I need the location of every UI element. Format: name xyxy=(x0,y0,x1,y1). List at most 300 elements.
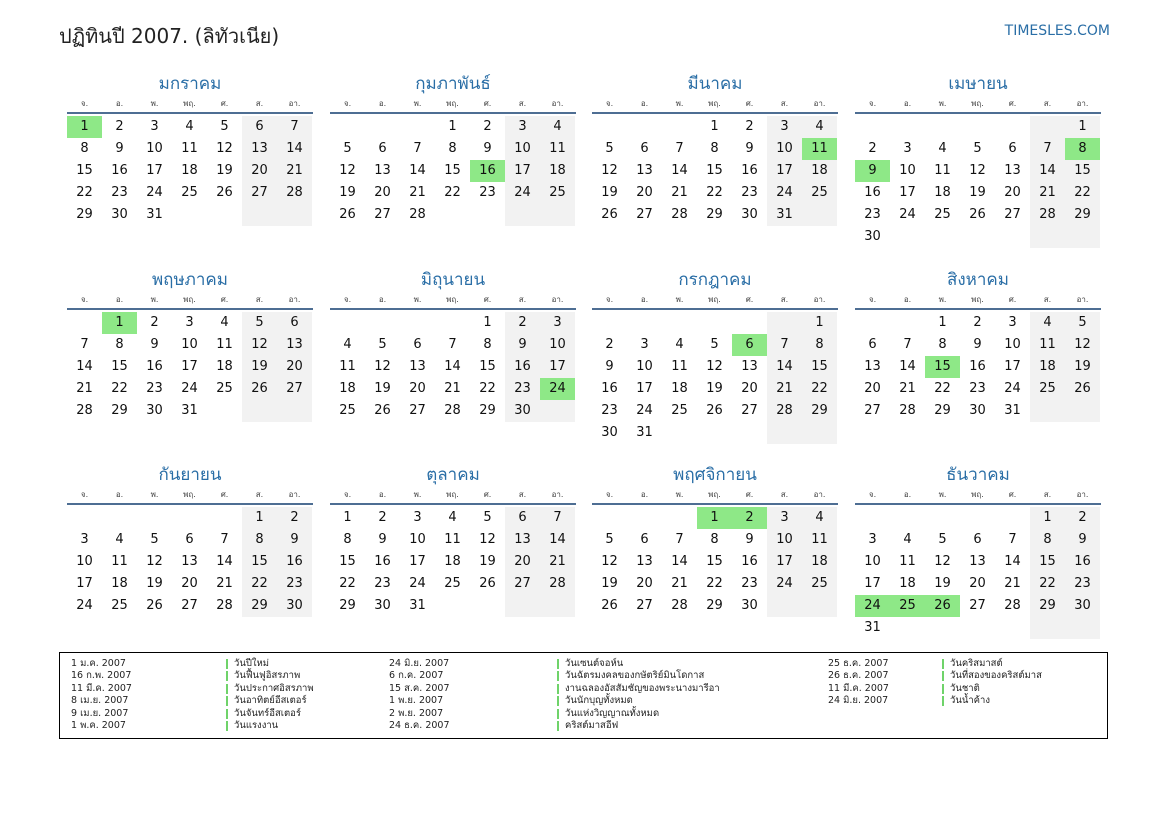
day-cell: 6 xyxy=(378,141,387,156)
day-cell: 14 xyxy=(76,359,93,374)
day-cell: 20 xyxy=(409,381,426,396)
weekday-label: ส. xyxy=(780,295,789,304)
empty-cell xyxy=(540,595,575,617)
day-cell: 20 xyxy=(505,551,540,573)
day-cell: 30 xyxy=(374,598,391,613)
day-cell: 23 xyxy=(864,207,881,222)
day-cell: 28 xyxy=(899,403,916,418)
day-cell: 4 xyxy=(185,119,194,134)
day-cell: 22 xyxy=(934,381,951,396)
weekday-label: จ. xyxy=(605,99,614,108)
day-grid xyxy=(592,507,838,617)
weekday-label: ส. xyxy=(1043,99,1052,108)
day-cell: 1 xyxy=(1030,507,1065,529)
holiday-day-cell: 1 xyxy=(67,116,102,138)
holiday-name: วันแรงงาน xyxy=(226,721,278,731)
day-cell: 15 xyxy=(444,163,461,178)
day-cell: 18 xyxy=(540,160,575,182)
day-grid xyxy=(67,507,313,617)
weekday-label: อ. xyxy=(640,99,649,108)
weekday-label: พฤ. xyxy=(183,490,196,499)
month-block xyxy=(67,463,313,617)
empty-cell xyxy=(960,507,995,529)
weekday-label: จ. xyxy=(80,99,89,108)
holiday-date: 9 เม.ย. 2007 xyxy=(71,707,129,719)
day-grid xyxy=(67,312,313,422)
day-cell: 29 xyxy=(479,403,496,418)
day-cell: 9 xyxy=(745,141,754,156)
holiday-date: 15 ส.ค. 2007 xyxy=(389,682,450,694)
day-cell: 15 xyxy=(802,356,837,378)
day-cell: 29 xyxy=(706,598,723,613)
weekday-label: พฤ. xyxy=(446,295,459,304)
day-cell: 29 xyxy=(242,595,277,617)
empty-cell xyxy=(435,204,470,226)
day-cell: 31 xyxy=(1004,403,1021,418)
empty-cell xyxy=(102,507,137,529)
weekday-label: จ. xyxy=(80,295,89,304)
day-cell: 5 xyxy=(938,532,947,547)
weekday-label: จ. xyxy=(605,295,614,304)
weekday-label: จ. xyxy=(868,490,877,499)
empty-cell xyxy=(1030,400,1065,422)
holiday-name: วันชาติ xyxy=(942,684,980,694)
day-cell: 29 xyxy=(1030,595,1065,617)
weekday-label: จ. xyxy=(343,490,352,499)
day-cell: 30 xyxy=(969,403,986,418)
day-cell: 21 xyxy=(1030,182,1065,204)
day-cell: 6 xyxy=(1008,141,1017,156)
holiday-list xyxy=(59,652,1108,739)
day-cell: 18 xyxy=(802,160,837,182)
weekday-header xyxy=(592,487,838,505)
day-cell: 21 xyxy=(671,185,688,200)
day-cell: 2 xyxy=(483,119,492,134)
day-cell: 18 xyxy=(444,554,461,569)
weekday-label: พ. xyxy=(675,295,684,304)
empty-cell xyxy=(1065,400,1100,422)
day-cell: 10 xyxy=(540,334,575,356)
day-cell: 4 xyxy=(115,532,124,547)
day-cell: 12 xyxy=(969,163,986,178)
day-cell: 10 xyxy=(767,138,802,160)
day-cell: 16 xyxy=(374,554,391,569)
day-cell: 23 xyxy=(479,185,496,200)
month-block xyxy=(330,268,576,422)
weekday-label: จ. xyxy=(343,295,352,304)
day-cell: 3 xyxy=(903,141,912,156)
empty-cell xyxy=(207,204,242,226)
day-cell: 7 xyxy=(277,116,312,138)
month-block xyxy=(330,72,576,226)
weekday-label: อ. xyxy=(903,490,912,499)
day-cell: 11 xyxy=(671,359,688,374)
holiday-date: 11 มี.ค. 2007 xyxy=(71,682,132,694)
day-cell: 19 xyxy=(601,576,618,591)
day-cell: 30 xyxy=(146,403,163,418)
day-grid xyxy=(330,312,576,422)
day-cell: 22 xyxy=(706,576,723,591)
day-cell: 21 xyxy=(671,576,688,591)
day-cell: 4 xyxy=(220,315,229,330)
day-cell: 22 xyxy=(111,381,128,396)
weekday-label: พฤ. xyxy=(446,490,459,499)
day-cell: 1 xyxy=(242,507,277,529)
weekday-label: พ. xyxy=(938,99,947,108)
weekday-label: พ. xyxy=(150,295,159,304)
weekday-label: พ. xyxy=(150,99,159,108)
day-cell: 21 xyxy=(277,160,312,182)
holiday-day-cell: 8 xyxy=(1065,138,1100,160)
holiday-date: 24 ธ.ค. 2007 xyxy=(389,720,450,731)
day-cell: 7 xyxy=(80,337,89,352)
weekday-label: พ. xyxy=(413,490,422,499)
day-cell: 23 xyxy=(969,381,986,396)
day-cell: 29 xyxy=(1065,204,1100,226)
day-cell: 6 xyxy=(505,507,540,529)
empty-cell xyxy=(662,507,697,529)
weekday-label: ส. xyxy=(780,99,789,108)
month-name: ธันวาคม xyxy=(946,465,1010,485)
day-cell: 6 xyxy=(277,312,312,334)
weekday-label: ส. xyxy=(1043,490,1052,499)
day-cell: 28 xyxy=(1030,204,1065,226)
empty-cell xyxy=(67,507,102,529)
weekday-label: พ. xyxy=(413,99,422,108)
day-cell: 12 xyxy=(601,554,618,569)
day-cell: 2 xyxy=(605,337,614,352)
day-cell: 27 xyxy=(636,207,653,222)
weekday-label: ศ. xyxy=(483,99,492,108)
day-cell: 30 xyxy=(505,400,540,422)
day-cell: 10 xyxy=(409,532,426,547)
day-grid xyxy=(330,116,576,226)
weekday-label: อา. xyxy=(551,490,564,499)
weekday-header xyxy=(592,292,838,310)
empty-cell xyxy=(802,204,837,226)
day-cell: 19 xyxy=(934,576,951,591)
day-cell: 8 xyxy=(710,141,719,156)
day-cell: 28 xyxy=(671,207,688,222)
empty-cell xyxy=(662,422,697,444)
day-cell: 13 xyxy=(636,163,653,178)
day-cell: 24 xyxy=(899,207,916,222)
day-cell: 31 xyxy=(146,207,163,222)
day-cell: 12 xyxy=(216,141,233,156)
holiday-day-cell: 16 xyxy=(470,160,505,182)
empty-cell xyxy=(767,595,802,617)
day-cell: 9 xyxy=(277,529,312,551)
weekday-label: พ. xyxy=(150,490,159,499)
site-link[interactable]: TIMESLES.COM xyxy=(1004,23,1110,39)
day-cell: 30 xyxy=(1065,595,1100,617)
weekday-header xyxy=(330,96,576,114)
day-cell: 7 xyxy=(413,141,422,156)
day-cell: 30 xyxy=(111,207,128,222)
day-cell: 31 xyxy=(864,620,881,635)
day-cell: 15 xyxy=(111,359,128,374)
day-cell: 1 xyxy=(938,315,947,330)
weekday-label: ส. xyxy=(518,295,527,304)
day-cell: 16 xyxy=(505,356,540,378)
day-cell: 19 xyxy=(969,185,986,200)
day-cell: 16 xyxy=(741,163,758,178)
day-cell: 1 xyxy=(448,119,457,134)
day-cell: 8 xyxy=(80,141,89,156)
day-cell: 24 xyxy=(767,573,802,595)
day-cell: 22 xyxy=(1030,573,1065,595)
day-cell: 19 xyxy=(479,554,496,569)
empty-cell xyxy=(890,226,925,248)
day-cell: 25 xyxy=(444,576,461,591)
weekday-label: ศ. xyxy=(483,295,492,304)
day-cell: 24 xyxy=(1004,381,1021,396)
month-name: มกราคม xyxy=(158,74,222,94)
day-cell: 3 xyxy=(505,116,540,138)
day-cell: 30 xyxy=(601,425,618,440)
day-cell: 28 xyxy=(671,598,688,613)
weekday-header xyxy=(67,292,313,310)
day-cell: 18 xyxy=(934,185,951,200)
weekday-label: อา. xyxy=(813,295,826,304)
day-cell: 6 xyxy=(413,337,422,352)
day-cell: 11 xyxy=(181,141,198,156)
holiday-date: 6 ก.ค. 2007 xyxy=(389,670,444,682)
holiday-date: 8 เม.ย. 2007 xyxy=(71,695,129,707)
day-cell: 6 xyxy=(242,116,277,138)
day-cell: 22 xyxy=(479,381,496,396)
day-cell: 17 xyxy=(1004,359,1021,374)
day-cell: 7 xyxy=(675,532,684,547)
day-cell: 17 xyxy=(899,185,916,200)
day-cell: 7 xyxy=(675,141,684,156)
weekday-label: ส. xyxy=(1043,295,1052,304)
day-cell: 8 xyxy=(115,337,124,352)
weekday-label: ศ. xyxy=(483,490,492,499)
day-cell: 14 xyxy=(899,359,916,374)
holiday-name: วันคริสมาสต์ xyxy=(942,659,1003,669)
day-cell: 27 xyxy=(505,573,540,595)
holiday-day-cell: 11 xyxy=(802,138,837,160)
day-cell: 5 xyxy=(605,532,614,547)
empty-cell xyxy=(995,116,1030,138)
day-cell: 31 xyxy=(767,204,802,226)
day-cell: 3 xyxy=(767,507,802,529)
day-cell: 12 xyxy=(146,554,163,569)
holiday-name: วันอาทิตย์อีสเตอร์ xyxy=(226,696,307,706)
day-cell: 21 xyxy=(76,381,93,396)
empty-cell xyxy=(435,312,470,334)
holiday-day-cell: 26 xyxy=(925,595,960,617)
holiday-date: 1 ม.ค. 2007 xyxy=(71,658,126,669)
empty-cell xyxy=(627,116,662,138)
day-cell: 11 xyxy=(339,359,356,374)
day-cell: 24 xyxy=(767,182,802,204)
empty-cell xyxy=(1030,617,1065,639)
weekday-label: ศ. xyxy=(745,295,754,304)
day-cell: 14 xyxy=(671,554,688,569)
day-cell: 18 xyxy=(181,163,198,178)
day-cell: 22 xyxy=(706,185,723,200)
day-cell: 26 xyxy=(1065,378,1100,400)
day-cell: 7 xyxy=(1008,532,1017,547)
weekday-label: พฤ. xyxy=(708,295,721,304)
empty-cell xyxy=(855,312,890,334)
day-cell: 10 xyxy=(636,359,653,374)
day-cell: 21 xyxy=(216,576,233,591)
day-cell: 16 xyxy=(146,359,163,374)
day-cell: 26 xyxy=(479,576,496,591)
day-cell: 16 xyxy=(864,185,881,200)
day-cell: 22 xyxy=(444,185,461,200)
day-cell: 10 xyxy=(181,337,198,352)
empty-cell xyxy=(330,116,365,138)
weekday-header xyxy=(855,292,1101,310)
day-cell: 1 xyxy=(802,312,837,334)
day-cell: 3 xyxy=(150,119,159,134)
empty-cell xyxy=(697,312,732,334)
day-cell: 16 xyxy=(111,163,128,178)
empty-cell xyxy=(1065,226,1100,248)
day-cell: 19 xyxy=(146,576,163,591)
day-cell: 11 xyxy=(111,554,128,569)
day-cell: 17 xyxy=(181,359,198,374)
day-cell: 20 xyxy=(374,185,391,200)
day-cell: 12 xyxy=(242,334,277,356)
day-cell: 11 xyxy=(1030,334,1065,356)
day-cell: 13 xyxy=(181,554,198,569)
day-cell: 8 xyxy=(483,337,492,352)
day-cell: 27 xyxy=(277,378,312,400)
day-cell: 9 xyxy=(505,334,540,356)
holiday-date: 1 พ.ย. 2007 xyxy=(389,695,444,707)
day-cell: 12 xyxy=(339,163,356,178)
day-cell: 25 xyxy=(339,403,356,418)
weekday-label: อ. xyxy=(378,490,387,499)
empty-cell xyxy=(890,116,925,138)
weekday-label: อา. xyxy=(551,295,564,304)
day-cell: 15 xyxy=(76,163,93,178)
day-cell: 3 xyxy=(80,532,89,547)
day-cell: 16 xyxy=(741,554,758,569)
day-cell: 1 xyxy=(710,119,719,134)
day-cell: 7 xyxy=(220,532,229,547)
day-cell: 27 xyxy=(636,598,653,613)
day-cell: 20 xyxy=(242,160,277,182)
holiday-name: วันน้ำค้าง xyxy=(942,696,990,706)
holiday-date: 25 ธ.ค. 2007 xyxy=(828,658,889,669)
empty-cell xyxy=(662,116,697,138)
day-cell: 17 xyxy=(864,576,881,591)
day-cell: 5 xyxy=(483,510,492,525)
day-cell: 3 xyxy=(540,312,575,334)
weekday-label: อ. xyxy=(115,490,124,499)
empty-cell xyxy=(277,400,312,422)
empty-cell xyxy=(960,617,995,639)
empty-cell xyxy=(172,507,207,529)
weekday-label: อ. xyxy=(115,295,124,304)
day-cell: 25 xyxy=(540,182,575,204)
month-name: มีนาคม xyxy=(687,74,743,94)
month-block xyxy=(592,268,838,444)
day-cell: 16 xyxy=(601,381,618,396)
day-cell: 29 xyxy=(706,207,723,222)
month-block xyxy=(855,72,1101,248)
day-cell: 4 xyxy=(802,507,837,529)
month-block xyxy=(855,463,1101,639)
holiday-day-cell: 2 xyxy=(732,507,767,529)
day-cell: 26 xyxy=(601,207,618,222)
day-cell: 6 xyxy=(973,532,982,547)
day-cell: 12 xyxy=(1065,334,1100,356)
day-cell: 20 xyxy=(1004,185,1021,200)
day-cell: 20 xyxy=(636,185,653,200)
empty-cell xyxy=(890,617,925,639)
weekday-header xyxy=(67,96,313,114)
day-cell: 19 xyxy=(601,185,618,200)
day-cell: 27 xyxy=(181,598,198,613)
weekday-label: อา. xyxy=(288,99,301,108)
day-cell: 8 xyxy=(710,532,719,547)
empty-cell xyxy=(540,204,575,226)
day-cell: 13 xyxy=(969,554,986,569)
day-cell: 28 xyxy=(409,207,426,222)
empty-cell xyxy=(470,595,505,617)
weekday-label: อา. xyxy=(1076,99,1089,108)
day-cell: 22 xyxy=(802,378,837,400)
holiday-date: 1 พ.ค. 2007 xyxy=(71,720,126,731)
month-block xyxy=(592,72,838,226)
day-cell: 3 xyxy=(640,337,649,352)
empty-cell xyxy=(1030,226,1065,248)
holiday-day-cell: 1 xyxy=(697,507,732,529)
day-cell: 23 xyxy=(741,185,758,200)
weekday-label: จ. xyxy=(868,99,877,108)
day-cell: 9 xyxy=(973,337,982,352)
day-cell: 26 xyxy=(339,207,356,222)
day-cell: 9 xyxy=(605,359,614,374)
day-cell: 10 xyxy=(899,163,916,178)
day-cell: 9 xyxy=(115,141,124,156)
day-cell: 27 xyxy=(1004,207,1021,222)
day-cell: 21 xyxy=(409,185,426,200)
day-cell: 1 xyxy=(343,510,352,525)
empty-cell xyxy=(242,400,277,422)
day-cell: 1 xyxy=(1065,116,1100,138)
weekday-header xyxy=(330,487,576,505)
day-cell: 14 xyxy=(540,529,575,551)
day-cell: 5 xyxy=(605,141,614,156)
empty-cell xyxy=(592,116,627,138)
holiday-name: วันแห่งวิญญาณทั้งหมด xyxy=(557,709,659,719)
weekday-label: จ. xyxy=(605,490,614,499)
day-cell: 6 xyxy=(185,532,194,547)
weekday-label: อ. xyxy=(640,490,649,499)
weekday-label: ส. xyxy=(255,99,264,108)
day-cell: 4 xyxy=(802,116,837,138)
day-cell: 18 xyxy=(899,576,916,591)
day-cell: 4 xyxy=(903,532,912,547)
day-cell: 5 xyxy=(378,337,387,352)
empty-cell xyxy=(802,595,837,617)
day-cell: 29 xyxy=(802,400,837,422)
day-cell: 28 xyxy=(540,573,575,595)
weekday-header xyxy=(67,487,313,505)
day-cell: 8 xyxy=(1030,529,1065,551)
day-cell: 4 xyxy=(938,141,947,156)
day-cell: 23 xyxy=(374,576,391,591)
day-cell: 24 xyxy=(181,381,198,396)
